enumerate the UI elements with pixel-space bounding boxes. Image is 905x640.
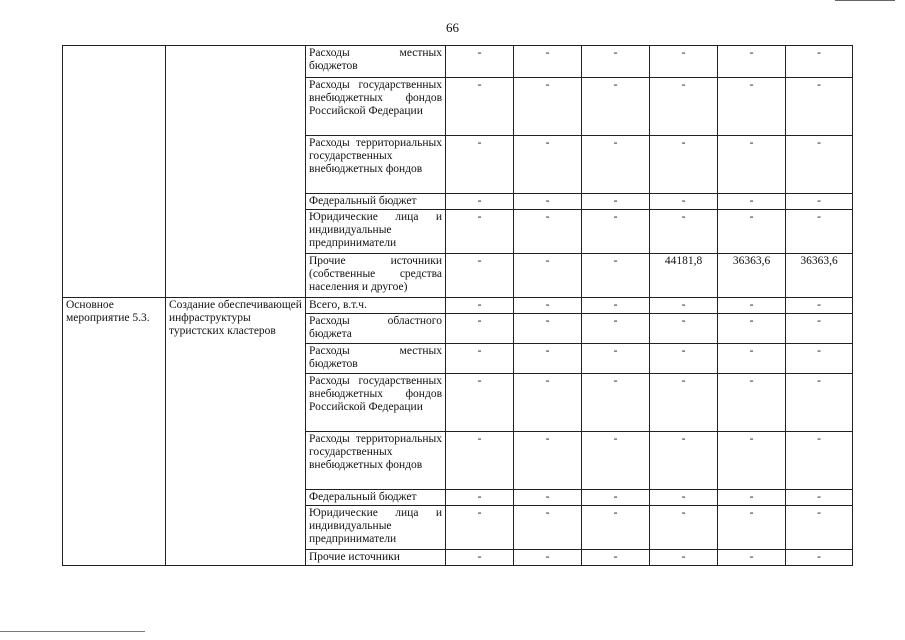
value-cell: - [650,298,718,314]
value-cell: - [446,550,514,566]
value-cell: - [786,344,853,374]
activity-label-cell: Основное мероприятие 5.3. [63,298,166,566]
empty-label-cell [63,46,166,298]
corner-rule [835,0,895,1]
value-cell: - [514,254,582,298]
funding-source-cell: Прочие источники (собственные средства населения и другое) [306,254,446,298]
value-cell: - [582,136,650,194]
value-cell: - [650,432,718,490]
value-cell: - [582,344,650,374]
value-cell: - [786,432,853,490]
value-cell: - [718,136,786,194]
activity-name-cell: Создание обеспечивающей инфраструктуры туристских кластеров [166,298,306,566]
value-cell: - [446,298,514,314]
value-cell: - [446,136,514,194]
value-cell: - [718,432,786,490]
value-cell: - [446,46,514,78]
value-cell: - [650,550,718,566]
value-cell: - [582,298,650,314]
value-cell: - [650,344,718,374]
value-cell: - [582,506,650,550]
value-cell: - [446,506,514,550]
value-cell: - [582,374,650,432]
value-cell: - [514,432,582,490]
value-cell: - [446,194,514,210]
value-cell: - [514,136,582,194]
value-cell: - [514,490,582,506]
value-cell: - [582,46,650,78]
value-cell: - [786,136,853,194]
value-cell: - [786,46,853,78]
table-row [63,298,853,314]
value-cell: - [582,490,650,506]
value-cell: - [786,550,853,566]
value-cell: - [718,490,786,506]
funding-source-cell: Юридические лица и индивидуальные предприниматели [306,506,446,550]
value-cell: - [650,210,718,254]
value-cell: 36363,6 [718,254,786,298]
value-cell: - [514,46,582,78]
value-cell: - [446,490,514,506]
funding-source-cell: Расходы территориальных государственных внебюджетных фондов [306,432,446,490]
value-cell: - [446,314,514,344]
value-cell: - [514,506,582,550]
funding-source-cell: Расходы государственных внебюджетных фондов Российской Федерации [306,374,446,432]
value-cell: - [718,344,786,374]
value-cell: - [650,374,718,432]
value-cell: - [786,210,853,254]
funding-table [62,45,853,566]
funding-source-cell: Всего, в.т.ч. [306,298,446,314]
value-cell: - [514,210,582,254]
value-cell: - [786,78,853,136]
funding-source-cell: Прочие источники [306,550,446,566]
value-cell: - [650,314,718,344]
value-cell: - [582,78,650,136]
bottom-rule [0,631,145,632]
value-cell: - [582,194,650,210]
value-cell: - [514,194,582,210]
page-number: 66 [446,20,459,35]
value-cell: - [718,194,786,210]
value-cell: - [582,432,650,490]
funding-source-cell: Юридические лица и индивидуальные предприниматели [306,210,446,254]
value-cell: - [582,314,650,344]
value-cell: - [582,550,650,566]
funding-source-cell: Расходы местных бюджетов [306,46,446,78]
table-row [63,46,853,78]
value-cell: - [650,78,718,136]
value-cell: - [446,78,514,136]
funding-source-cell: Расходы государственных внебюджетных фондов Российской Федерации [306,78,446,136]
value-cell: - [718,374,786,432]
value-cell: - [718,550,786,566]
value-cell: - [650,490,718,506]
value-cell: - [514,550,582,566]
value-cell: - [514,344,582,374]
value-cell: - [718,78,786,136]
value-cell: - [786,374,853,432]
value-cell: - [582,254,650,298]
value-cell: - [650,194,718,210]
value-cell: - [446,210,514,254]
funding-source-cell: Федеральный бюджет [306,490,446,506]
value-cell: - [786,506,853,550]
value-cell: - [514,374,582,432]
funding-source-cell: Расходы территориальных государственных внебюджетных фондов [306,136,446,194]
value-cell: - [786,298,853,314]
value-cell: - [446,254,514,298]
value-cell: - [786,194,853,210]
value-cell: - [514,298,582,314]
value-cell: - [718,314,786,344]
value-cell: - [514,314,582,344]
funding-source-cell: Расходы местных бюджетов [306,344,446,374]
value-cell: - [514,78,582,136]
table-body [63,46,853,566]
funding-source-cell: Федеральный бюджет [306,194,446,210]
value-cell: - [446,374,514,432]
value-cell: - [582,210,650,254]
value-cell: - [786,490,853,506]
funding-source-cell: Расходы областного бюджета [306,314,446,344]
value-cell: - [650,46,718,78]
value-cell: - [718,210,786,254]
value-cell: 36363,6 [786,254,853,298]
value-cell: 44181,8 [650,254,718,298]
value-cell: - [718,506,786,550]
value-cell: - [650,506,718,550]
value-cell: - [650,136,718,194]
value-cell: - [718,46,786,78]
value-cell: - [786,314,853,344]
value-cell: - [446,432,514,490]
value-cell: - [446,344,514,374]
empty-name-cell [166,46,306,298]
value-cell: - [718,298,786,314]
